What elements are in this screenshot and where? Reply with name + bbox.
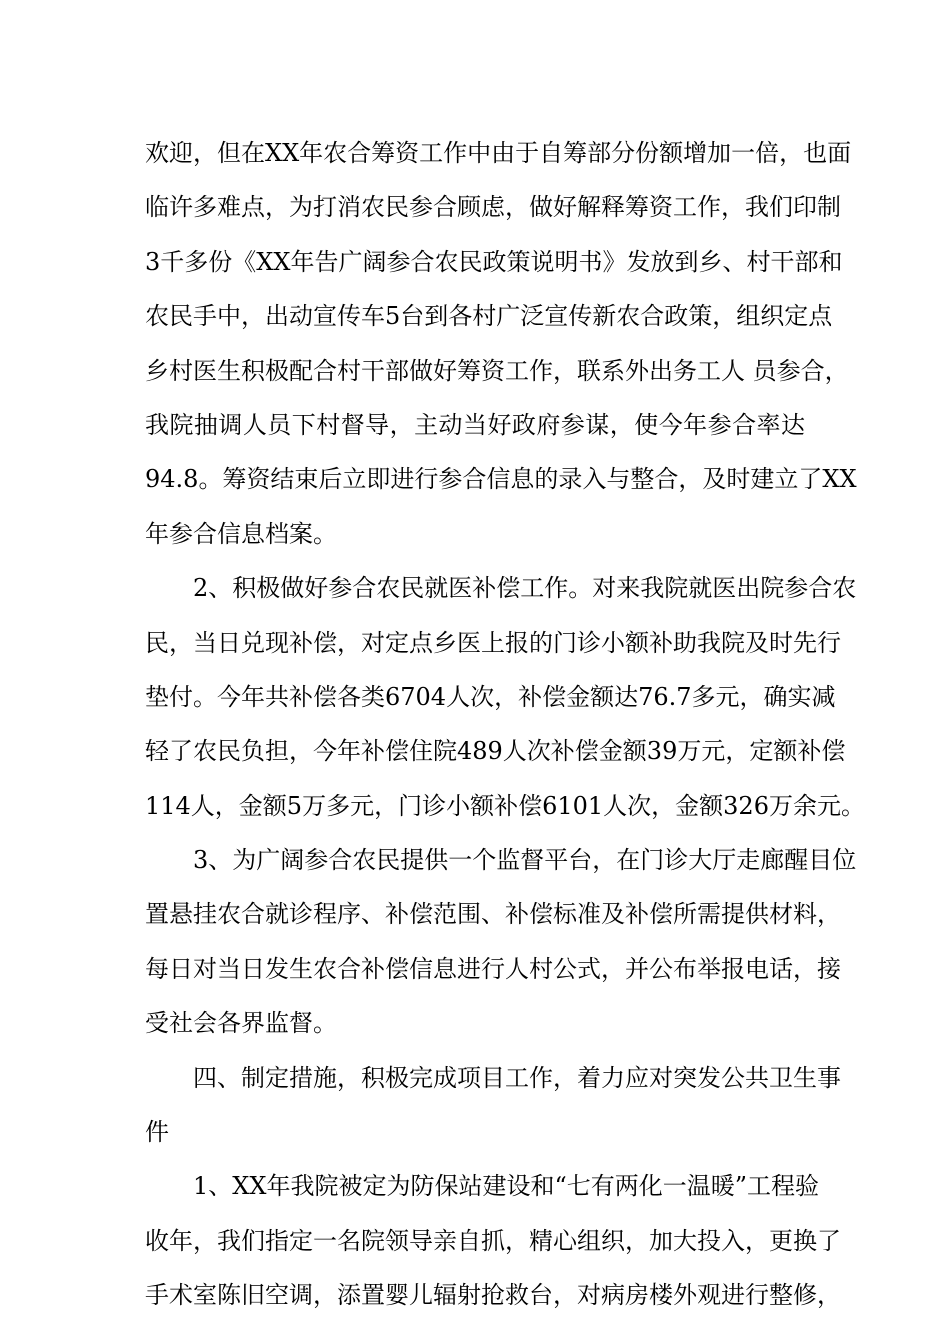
text-line: 四、制定措施，积极完成项目工作，着力应对突发公共卫生事 bbox=[193, 1063, 841, 1092]
text-line: 手术室陈旧空调，添置婴儿辐射抢救台，对病房楼外观进行整修， bbox=[145, 1281, 841, 1310]
text-line: 置悬挂农合就诊程序、补偿范围、补偿标准及补偿所需提供材料， bbox=[145, 900, 841, 929]
text-line: 1、XX年我院被定为防保站建设和“七有两化一温暖”工程验 bbox=[193, 1172, 819, 1201]
text-line: 3、为广阔参合农民提供一个监督平台，在门诊大厅走廊醒目位 bbox=[193, 846, 857, 875]
paragraph-funding bbox=[145, 126, 857, 561]
text-line: 收年，我们指定一名院领导亲自抓，精心组织，加大投入，更换了 bbox=[145, 1226, 841, 1255]
section-heading-four bbox=[145, 1051, 841, 1160]
text-line: 件 bbox=[145, 1118, 169, 1147]
text-line: 受社会各界监督。 bbox=[145, 1009, 337, 1038]
text-line: 94.8。筹资结束后立即进行参合信息的录入与整合，及时建立了XX bbox=[145, 465, 857, 494]
text-line: 114人，金额5万多元，门诊小额补偿6101人次，金额326万余元。 bbox=[145, 791, 865, 820]
text-line: 我院抽调人员下村督导，主动当好政府参谋，使今年参合率达 bbox=[145, 410, 805, 439]
text-line: 年参合信息档案。 bbox=[145, 519, 337, 548]
paragraph-supervision bbox=[145, 833, 857, 1051]
paragraph-acceptance bbox=[145, 1159, 841, 1322]
text-line: 3千多份《XX年告广阔参合农民政策说明书》发放到乡、村干部和 bbox=[145, 247, 843, 276]
text-line: 农民手中，出动宣传车5台到各村广泛宣传新农合政策，组织定点 bbox=[145, 302, 833, 331]
text-line: 民，当日兑现补偿，对定点乡医上报的门诊小额补助我院及时先行 bbox=[145, 628, 841, 657]
text-line: 垫付。今年共补偿各类6704人次，补偿金额达76.7多元，确实减 bbox=[145, 682, 836, 711]
text-line: 欢迎，但在XX年农合筹资工作中由于自筹部分份额增加一倍，也面 bbox=[145, 139, 852, 167]
document-body bbox=[145, 126, 865, 1323]
paragraph-compensation bbox=[145, 561, 865, 833]
text-line: 临许多难点，为打消农民参合顾虑，做好解释筹资工作，我们印制 bbox=[145, 193, 841, 222]
text-line: 每日对当日发生农合补偿信息进行人村公式，并公布举报电话，接 bbox=[145, 954, 841, 983]
text-line: 2、积极做好参合农民就医补偿工作。对来我院就医出院参合农 bbox=[193, 574, 857, 603]
text-line: 轻了农民负担，今年补偿住院489人次补偿金额39万元，定额补偿 bbox=[145, 737, 846, 766]
text-line: 乡村医生积极配合村干部做好筹资工作，联系外出务工人 员参合， bbox=[145, 356, 849, 385]
